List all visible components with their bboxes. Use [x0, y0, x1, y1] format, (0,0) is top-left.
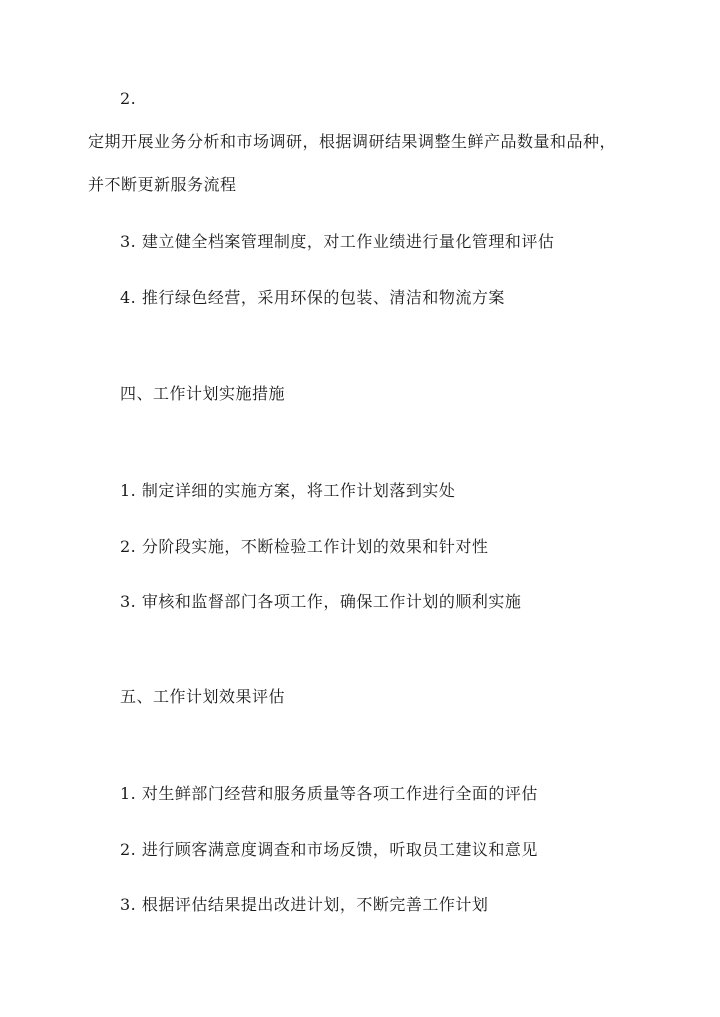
paragraph-line: 定期开展业务分析和市场调研，根据调研结果调整生鲜产品数量和品种， [88, 132, 617, 151]
list-item: 4. 推行绿色经营，采用环保的包装、清洁和物流方案 [120, 288, 505, 307]
list-item-number: 2. [120, 89, 137, 108]
list-item: 2. 进行顾客满意度调查和市场反馈，听取员工建议和意见 [120, 840, 538, 859]
paragraph-line: 并不断更新服务流程 [88, 175, 237, 194]
section-heading: 四、工作计划实施措施 [120, 384, 286, 403]
list-item: 1. 制定详细的实施方案，将工作计划落到实处 [120, 481, 456, 500]
list-item: 3. 建立健全档案管理制度，对工作业绩进行量化管理和评估 [120, 232, 555, 251]
list-item: 1. 对生鲜部门经营和服务质量等各项工作进行全面的评估 [120, 784, 538, 803]
list-item: 3. 审核和监督部门各项工作，确保工作计划的顺利实施 [120, 592, 522, 611]
list-item: 3. 根据评估结果提出改进计划，不断完善工作计划 [120, 895, 489, 914]
list-item: 2. 分阶段实施，不断检验工作计划的效果和针对性 [120, 537, 489, 556]
section-heading: 五、工作计划效果评估 [120, 687, 286, 706]
